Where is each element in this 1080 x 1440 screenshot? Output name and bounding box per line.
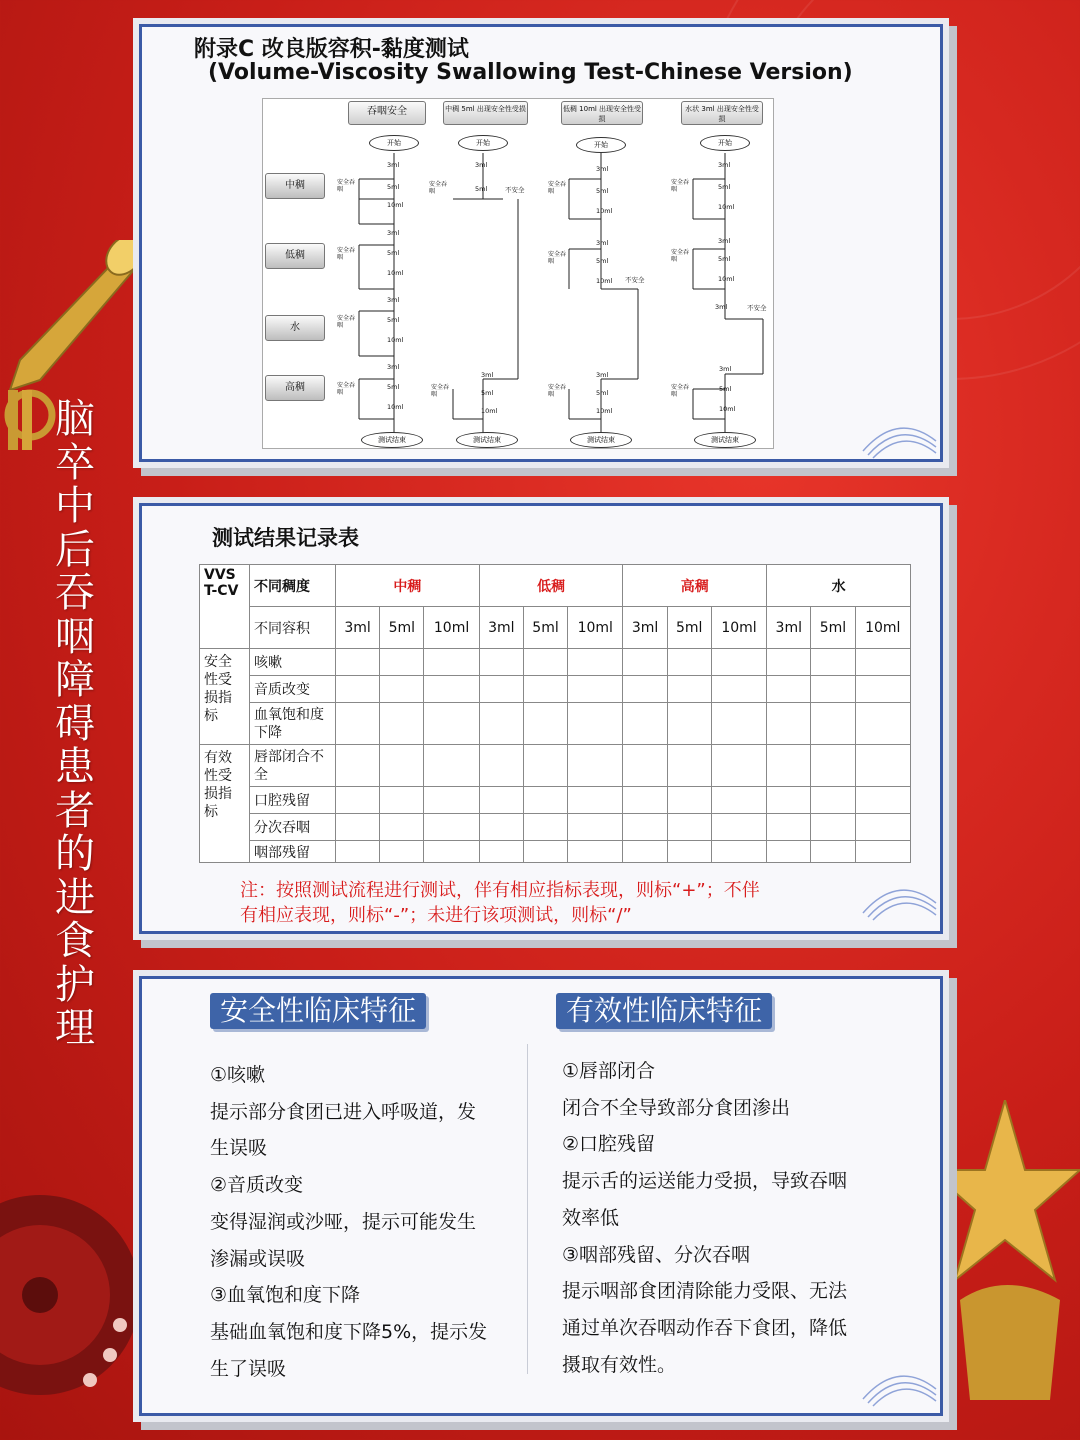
flow-vol: 3ml bbox=[719, 365, 732, 373]
efficacy-line: 提示咽部食团清除能力受限、无法 bbox=[562, 1280, 848, 1303]
flow-label-low: 低稠 bbox=[265, 243, 325, 269]
flow-vol: 10ml bbox=[718, 203, 735, 211]
efficacy-line: ②口腔残留 bbox=[562, 1133, 656, 1156]
flow-unsafe: 不安全 bbox=[747, 304, 767, 312]
flow-vol: 10ml bbox=[596, 407, 613, 415]
table-row bbox=[200, 649, 911, 676]
flow-vol: 5ml bbox=[596, 389, 609, 397]
safety-line: 提示部分食团已进入呼吸道，发 bbox=[210, 1100, 477, 1123]
flow-vol: 10ml bbox=[481, 407, 498, 415]
efficacy-line: 通过单次吞咽动作吞下食团，降低 bbox=[562, 1316, 848, 1339]
record-note bbox=[240, 878, 860, 928]
flow-safe: 安全吞咽 bbox=[548, 181, 567, 195]
flow-vol: 3ml bbox=[387, 161, 400, 169]
vol-cell: 3ml bbox=[336, 607, 380, 649]
record-title: 测试结果记录表 bbox=[212, 526, 359, 550]
flow-vol: 3ml bbox=[387, 296, 400, 304]
safety-line: 生了误吸 bbox=[210, 1357, 287, 1380]
flow-vol: 3ml bbox=[715, 303, 728, 311]
table-row bbox=[200, 745, 911, 787]
wave-decoration bbox=[858, 411, 938, 459]
flow-safe: 安全吞咽 bbox=[671, 249, 690, 263]
note-line: 注：按照测试流程进行测试，伴有相应指标表现，则标“+”；不伴 bbox=[240, 880, 760, 901]
safety-line: 渗漏或误吸 bbox=[210, 1247, 306, 1270]
vol-cell: 5ml bbox=[380, 607, 424, 649]
flow-vol: 10ml bbox=[719, 405, 736, 413]
indicator-label: 血氧饱和度下降 bbox=[250, 703, 336, 745]
vol-cell: 5ml bbox=[811, 607, 855, 649]
flow-start: 开始 bbox=[700, 135, 750, 151]
flow-safe: 安全吞咽 bbox=[671, 179, 690, 193]
flow-header-water-3ml: 水状 3ml 出现安全性受损 bbox=[681, 101, 763, 125]
flow-vol: 5ml bbox=[387, 383, 400, 391]
flow-vol: 3ml bbox=[596, 165, 609, 173]
col-low: 低稠 bbox=[479, 565, 623, 607]
vol-cell: 3ml bbox=[479, 607, 523, 649]
flow-vol: 10ml bbox=[596, 207, 613, 215]
efficacy-features-title: 有效性临床特征 bbox=[556, 993, 772, 1029]
vol-cell: 3ml bbox=[623, 607, 667, 649]
efficacy-line: 摄取有效性。 bbox=[562, 1353, 677, 1376]
flow-vol: 10ml bbox=[387, 403, 404, 411]
table-row bbox=[200, 676, 911, 703]
flow-safe: 安全吞咽 bbox=[548, 384, 567, 398]
flow-vol: 5ml bbox=[718, 255, 731, 263]
vol-cell: 5ml bbox=[667, 607, 711, 649]
row-label-volume: 不同容积 bbox=[250, 607, 336, 649]
flow-unsafe: 不安全 bbox=[505, 186, 525, 194]
flow-safe: 安全吞咽 bbox=[337, 315, 356, 329]
table-row bbox=[200, 814, 911, 841]
group-label-efficacy: 有效性受损指标 bbox=[200, 745, 250, 863]
efficacy-line: 效率低 bbox=[562, 1206, 620, 1229]
col-high: 高稠 bbox=[623, 565, 767, 607]
vol-cell: 5ml bbox=[523, 607, 567, 649]
flow-label-high: 高稠 bbox=[265, 375, 325, 401]
side-title: 脑卒中后吞咽障碍患者的进食护理 bbox=[55, 396, 95, 1051]
flow-safe: 安全吞咽 bbox=[548, 251, 567, 265]
table-row bbox=[200, 841, 911, 863]
features-panel bbox=[133, 970, 949, 1422]
indicator-label: 音质改变 bbox=[250, 676, 336, 703]
flow-safe: 安全吞咽 bbox=[671, 384, 690, 398]
flow-vol: 5ml bbox=[475, 185, 488, 193]
efficacy-line: ③咽部残留、分次吞咽 bbox=[562, 1243, 751, 1266]
note-line: 有相应表现，则标“-”；未进行该项测试，则标“/” bbox=[240, 905, 632, 926]
col-water: 水 bbox=[767, 565, 911, 607]
indicator-label: 咽部残留 bbox=[250, 841, 336, 863]
safety-line: 基础血氧饱和度下降5%，提示发 bbox=[210, 1320, 488, 1343]
vol-cell: 10ml bbox=[424, 607, 479, 649]
vvst-panel bbox=[133, 18, 949, 468]
flow-label-water: 水 bbox=[265, 315, 325, 341]
vol-cell: 10ml bbox=[711, 607, 766, 649]
record-table bbox=[199, 564, 911, 863]
efficacy-line: 提示舌的运送能力受损，导致吞咽 bbox=[562, 1170, 848, 1193]
flow-vol: 10ml bbox=[387, 336, 404, 344]
flow-label-medium: 中稠 bbox=[265, 173, 325, 199]
flow-vol: 3ml bbox=[718, 161, 731, 169]
flow-vol: 5ml bbox=[596, 257, 609, 265]
flowchart-connectors bbox=[263, 99, 775, 450]
flow-vol: 5ml bbox=[387, 249, 400, 257]
column-divider bbox=[527, 1044, 528, 1374]
table-corner: VVS T-CV bbox=[200, 565, 250, 649]
flow-end: 测试结束 bbox=[361, 432, 423, 448]
table-row bbox=[200, 787, 911, 814]
flow-header-safe: 吞咽安全 bbox=[348, 101, 426, 125]
flow-vol: 3ml bbox=[596, 239, 609, 247]
flow-vol: 5ml bbox=[387, 183, 400, 191]
flow-start: 开始 bbox=[369, 135, 419, 151]
flow-vol: 3ml bbox=[481, 371, 494, 379]
safety-line: ①咳嗽 bbox=[210, 1064, 266, 1086]
flow-vol: 3ml bbox=[596, 371, 609, 379]
flow-vol: 10ml bbox=[387, 269, 404, 277]
flow-end: 测试结束 bbox=[456, 432, 518, 448]
flow-vol: 3ml bbox=[475, 161, 488, 169]
flow-vol: 3ml bbox=[718, 237, 731, 245]
indicator-label: 分次吞咽 bbox=[250, 814, 336, 841]
vol-cell: 10ml bbox=[855, 607, 910, 649]
safety-line: ③血氧饱和度下降 bbox=[210, 1284, 361, 1307]
record-panel bbox=[133, 497, 949, 940]
flow-vol: 3ml bbox=[387, 363, 400, 371]
col-medium: 中稠 bbox=[336, 565, 480, 607]
flow-vol: 3ml bbox=[387, 229, 400, 237]
group-label-safety: 安全性受损指标 bbox=[200, 649, 250, 745]
gold-star-icon bbox=[930, 1100, 1080, 1400]
wave-decoration bbox=[858, 1359, 938, 1407]
efficacy-line: ①唇部闭合 bbox=[562, 1060, 656, 1082]
indicator-label: 口腔残留 bbox=[250, 787, 336, 814]
safety-line: 变得湿润或沙哑，提示可能发生 bbox=[210, 1210, 477, 1233]
flow-vol: 5ml bbox=[719, 385, 732, 393]
appendix-title: 附录C 改良版容积-黏度测试 bbox=[194, 37, 469, 62]
vvst-flowchart bbox=[262, 98, 774, 449]
flow-start: 开始 bbox=[576, 137, 626, 153]
flow-vol: 10ml bbox=[596, 277, 613, 285]
flow-header-low-10ml: 低稠 10ml 出现安全性受损 bbox=[561, 101, 643, 125]
flow-safe: 安全吞咽 bbox=[337, 382, 356, 396]
efficacy-line: 闭合不全导致部分食团渗出 bbox=[562, 1096, 791, 1119]
flow-header-medium-5ml: 中稠 5ml 出现安全性受损 bbox=[443, 101, 528, 125]
indicator-label: 咳嗽 bbox=[250, 649, 336, 676]
safety-line: ②音质改变 bbox=[210, 1174, 304, 1197]
flow-end: 测试结束 bbox=[570, 432, 632, 448]
table-row bbox=[200, 703, 911, 745]
appendix-subtitle: (Volume-Viscosity Swallowing Test-Chinese Version) bbox=[208, 60, 853, 85]
flow-vol: 5ml bbox=[387, 316, 400, 324]
volume-row bbox=[200, 607, 911, 649]
indicator-label: 唇部闭合不全 bbox=[250, 745, 336, 787]
flow-vol: 10ml bbox=[387, 201, 404, 209]
safety-features-list bbox=[210, 1057, 520, 1387]
flow-vol: 5ml bbox=[481, 389, 494, 397]
safety-line: 生误吸 bbox=[210, 1137, 268, 1160]
safety-features-title: 安全性临床特征 bbox=[210, 993, 426, 1029]
flow-safe: 安全吞咽 bbox=[337, 247, 356, 261]
vol-cell: 3ml bbox=[767, 607, 811, 649]
flow-vol: 10ml bbox=[718, 275, 735, 283]
flow-end: 测试结束 bbox=[694, 432, 756, 448]
flow-safe: 安全吞咽 bbox=[337, 179, 356, 193]
vol-cell: 10ml bbox=[568, 607, 623, 649]
flow-vol: 5ml bbox=[718, 183, 731, 191]
flow-vol: 5ml bbox=[596, 187, 609, 195]
flow-safe: 安全吞咽 bbox=[429, 181, 448, 195]
flow-start: 开始 bbox=[458, 135, 508, 151]
flow-unsafe: 不安全 bbox=[625, 276, 645, 284]
row-label-consistency: 不同稠度 bbox=[250, 565, 336, 607]
wave-decoration bbox=[858, 873, 938, 921]
efficacy-features-list bbox=[562, 1053, 882, 1383]
flow-safe: 安全吞咽 bbox=[431, 384, 450, 398]
